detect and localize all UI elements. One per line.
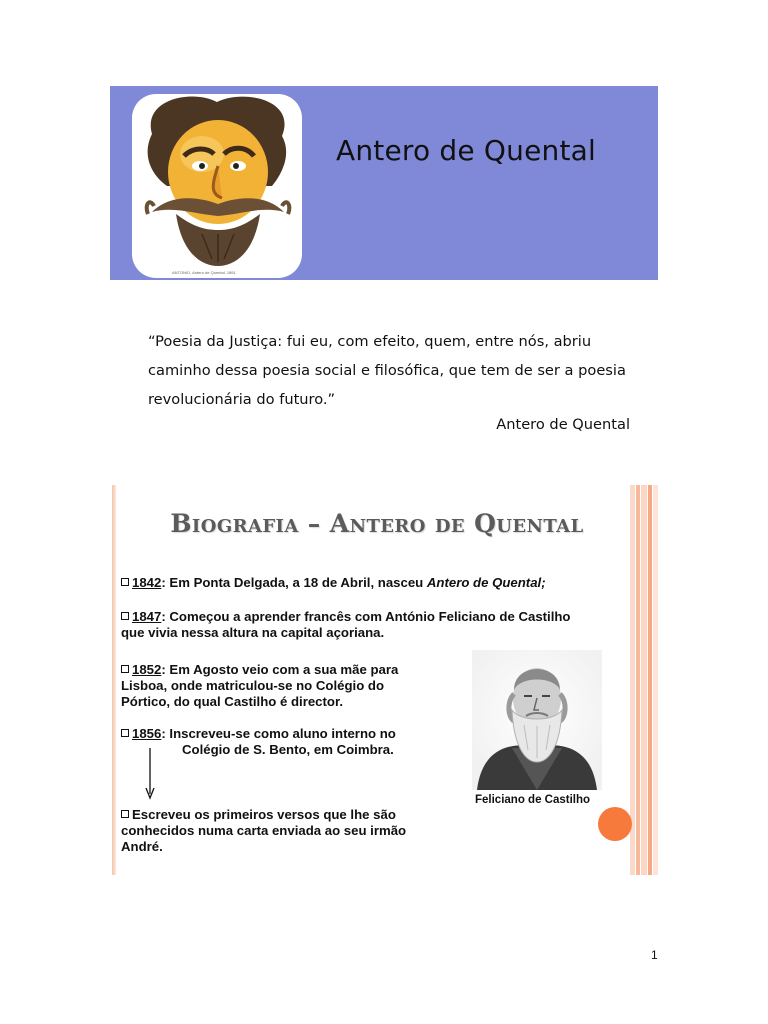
biography-slide bbox=[112, 485, 658, 875]
quote-line: caminho dessa poesia social e filosófica, que tem de ser a poesia bbox=[148, 362, 626, 379]
page-number: 1 bbox=[651, 948, 658, 962]
portrait-caption: ANTONIO, Antero de Quental, 1891 bbox=[172, 270, 236, 275]
left-border-decoration bbox=[112, 485, 116, 875]
caricature-portrait bbox=[132, 94, 302, 278]
bio-item-first-verses: Escreveu os primeiros versos que lhe são conhecidos numa carta enviada ao seu irmão André. bbox=[121, 807, 407, 854]
checkbox-bullet-icon bbox=[121, 612, 129, 620]
quote-block bbox=[148, 327, 648, 414]
checkbox-bullet-icon bbox=[121, 729, 129, 737]
down-arrow-icon bbox=[145, 748, 155, 800]
bio-item-1852: 1852: Em Agosto veio com a sua mãe para Lisboa, onde matriculou-se no Colégio do Pórtico, do qual Castilho é director. bbox=[121, 662, 399, 709]
bio-item-1842: 1842: Em Ponta Delgada, a 18 de Abril, nasceu Antero de Quental; bbox=[121, 575, 546, 591]
checkbox-bullet-icon bbox=[121, 578, 129, 586]
slide-title: Biografia – Antero de Quental bbox=[170, 509, 584, 538]
portrait-caption: Feliciano de Castilho bbox=[475, 794, 591, 806]
quote-line: “Poesia da Justiça: fui eu, com efeito, quem, entre nós, abriu bbox=[148, 333, 592, 350]
castilho-portrait-image bbox=[472, 650, 602, 790]
caricature-image bbox=[132, 94, 302, 278]
orange-circle-decoration bbox=[598, 807, 632, 841]
quote-line: revolucionária do futuro.” bbox=[148, 391, 336, 408]
bio-item-1856: 1856: Inscreveu-se como aluno interno no Colégio de S. Bento, em Coimbra. bbox=[121, 726, 396, 758]
bio-item-1847: 1847: Começou a aprender francês com António Feliciano de Castilho que vivia nessa altura na capital açoriana. bbox=[121, 609, 571, 640]
checkbox-bullet-icon bbox=[121, 665, 129, 673]
quote-author: Antero de Quental bbox=[496, 416, 630, 433]
checkbox-bullet-icon bbox=[121, 810, 129, 818]
right-stripe-decoration bbox=[630, 485, 658, 875]
slide-title: Antero de Quental bbox=[336, 134, 597, 167]
title-slide bbox=[110, 86, 658, 280]
